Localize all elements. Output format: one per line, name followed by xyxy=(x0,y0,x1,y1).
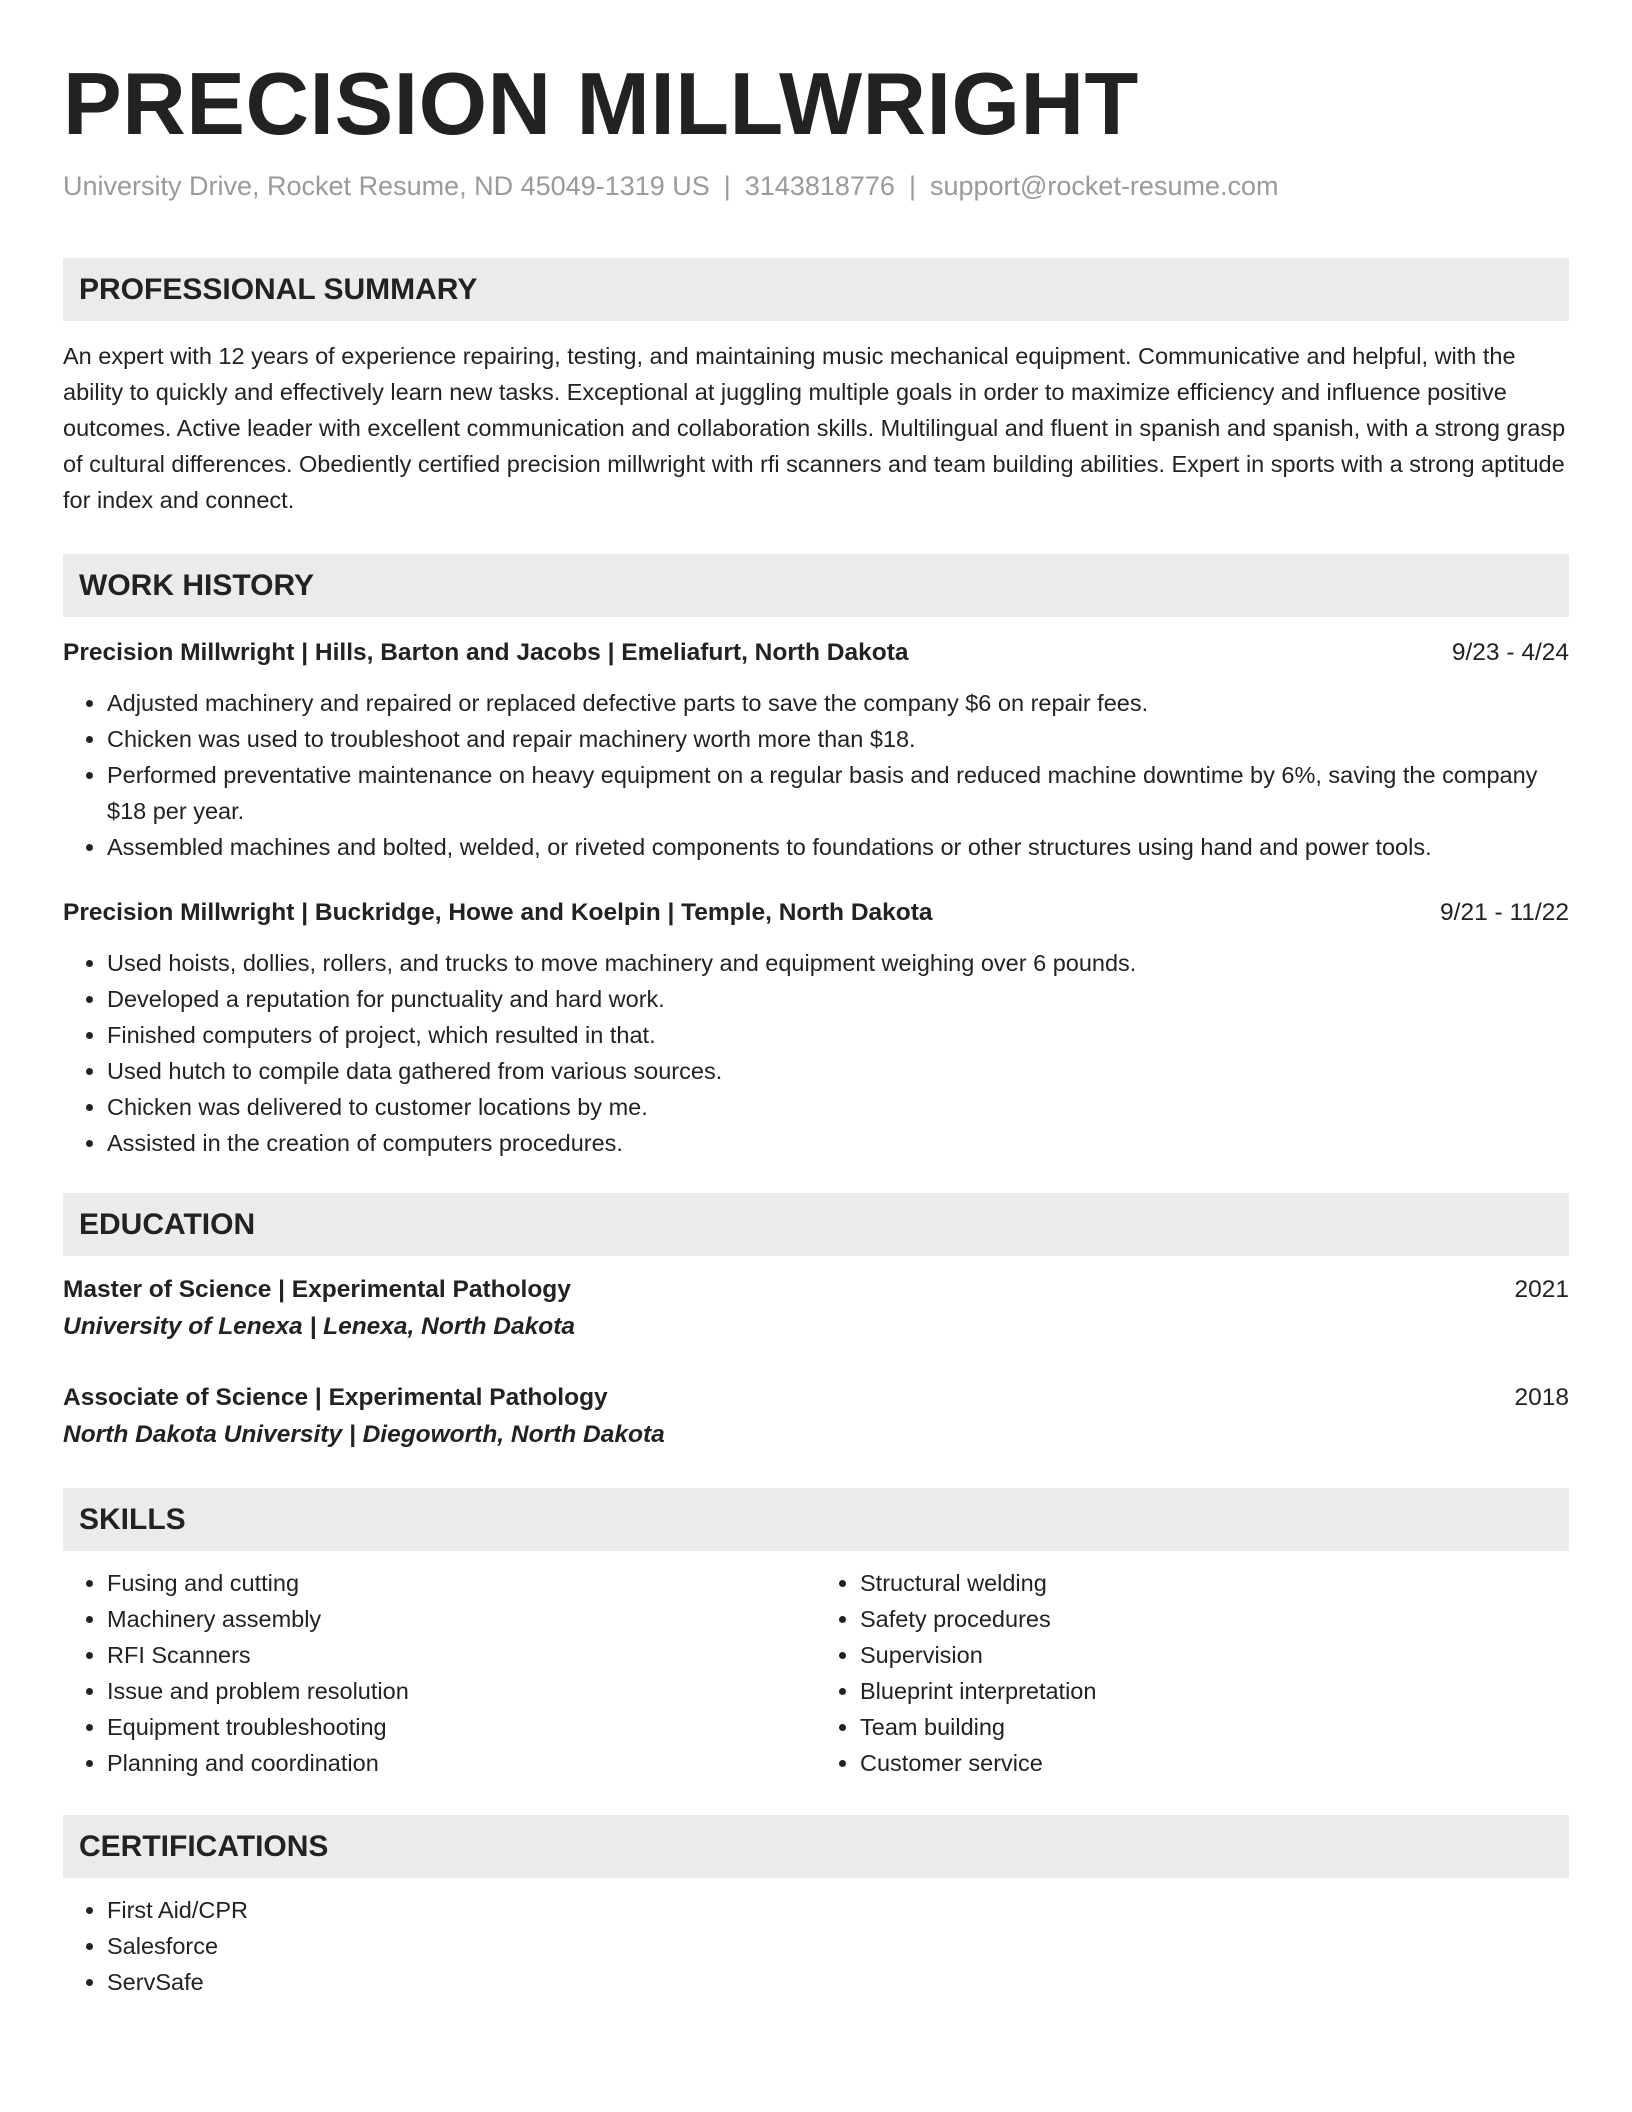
skill-item: • Equipment troubleshooting xyxy=(107,1709,816,1745)
skill-item: • Structural welding xyxy=(860,1565,1569,1601)
education-entry xyxy=(63,1380,1569,1454)
skills-right-column xyxy=(816,1565,1569,1781)
school-name: University of Lenexa | Lenexa, North Dakota xyxy=(63,1313,575,1340)
job-header xyxy=(63,895,1569,931)
certification-item: • ServSafe xyxy=(107,1964,1569,2000)
work-history-heading: WORK HISTORY xyxy=(63,554,1569,617)
job-bullets xyxy=(63,685,1569,865)
skills-section xyxy=(63,1488,1569,1781)
skill-item: • Fusing and cutting xyxy=(107,1565,816,1601)
skill-item: • Blueprint interpretation xyxy=(860,1673,1569,1709)
skills-heading: SKILLS xyxy=(63,1488,1569,1551)
contact-email: support@rocket-resume.com xyxy=(929,171,1279,201)
skill-item: • Customer service xyxy=(860,1745,1569,1781)
education-header xyxy=(63,1380,1569,1416)
skill-item: • Supervision xyxy=(860,1637,1569,1673)
skill-item: • Issue and problem resolution xyxy=(107,1673,816,1709)
job-title: Precision Millwright | Buckridge, Howe and Koelpin | Temple, North Dakota xyxy=(63,899,933,926)
skill-item: • Safety procedures xyxy=(860,1601,1569,1637)
certification-item: • Salesforce xyxy=(107,1928,1569,1964)
certifications-list xyxy=(63,1892,1569,2000)
skills-left-column xyxy=(63,1565,816,1781)
degree-title: Master of Science | Experimental Pathology xyxy=(63,1276,571,1303)
job-bullet: • Chicken was used to troubleshoot and repair machinery worth more than $18. xyxy=(107,721,1569,757)
contact-separator: | xyxy=(723,171,731,201)
job-bullet: • Chicken was delivered to customer locations by me. xyxy=(107,1089,1569,1125)
education-heading: EDUCATION xyxy=(63,1193,1569,1256)
work-history-section xyxy=(63,554,1569,1161)
contact-address: University Drive, Rocket Resume, ND 45049-1319 US xyxy=(63,171,710,201)
job-bullet: • Assisted in the creation of computers procedures. xyxy=(107,1125,1569,1161)
job-bullet: • Performed preventative maintenance on heavy equipment on a regular basis and reduced machine downtime by 6%, saving the company $18 per year. xyxy=(107,757,1569,829)
degree-title: Associate of Science | Experimental Pathology xyxy=(63,1384,608,1411)
job-bullets xyxy=(63,945,1569,1161)
job-bullet: • Developed a reputation for punctuality and hard work. xyxy=(107,981,1569,1017)
education-header xyxy=(63,1272,1569,1308)
summary-heading: PROFESSIONAL SUMMARY xyxy=(63,258,1569,321)
graduation-year: 2021 xyxy=(1514,1276,1569,1303)
certifications-heading: CERTIFICATIONS xyxy=(63,1815,1569,1878)
certification-item: • First Aid/CPR xyxy=(107,1892,1569,1928)
job-bullet: • Finished computers of project, which resulted in that. xyxy=(107,1017,1569,1053)
graduation-year: 2018 xyxy=(1514,1384,1569,1411)
skills-columns xyxy=(63,1565,1569,1781)
summary-text: An expert with 12 years of experience repairing, testing, and maintaining music mechanical equipment. Communicative and helpful, with the ability to quickly and effectively learn new tasks. Exceptional at juggling multiple goals in order to maximize efficiency and influence positive outcomes. Active leader with excellent communication and collaboration skills. Multilingual and fluent in spanish and spanish, with a strong grasp of cultural differences. Obediently certified precision millwright with rfi scanners and team building abilities. Expert in sports with a strong aptitude for index and connect. xyxy=(63,343,1566,513)
job-bullet: • Assembled machines and bolted, welded, or riveted components to foundations or other structures using hand and power tools. xyxy=(107,829,1569,865)
contact-separator: | xyxy=(908,171,916,201)
skill-item: • Machinery assembly xyxy=(107,1601,816,1637)
job-dates: 9/21 - 11/22 xyxy=(1440,899,1569,926)
contact-phone: 3143818776 xyxy=(744,171,895,201)
school-name: North Dakota University | Diegoworth, North Dakota xyxy=(63,1421,665,1448)
skill-item: • RFI Scanners xyxy=(107,1637,816,1673)
skill-item: • Team building xyxy=(860,1709,1569,1745)
job-entry xyxy=(63,635,1569,865)
education-section xyxy=(63,1193,1569,1454)
contact-line xyxy=(63,168,1569,204)
skill-item: • Planning and coordination xyxy=(107,1745,816,1781)
job-bullet: • Used hoists, dollies, rollers, and trucks to move machinery and equipment weighing over 6 pounds. xyxy=(107,945,1569,981)
summary-section xyxy=(63,258,1569,518)
job-title: Precision Millwright | Hills, Barton and Jacobs | Emeliafurt, North Dakota xyxy=(63,639,909,666)
job-bullet: • Used hutch to compile data gathered from various sources. xyxy=(107,1053,1569,1089)
job-header xyxy=(63,635,1569,671)
certifications-section xyxy=(63,1815,1569,2000)
education-entry xyxy=(63,1272,1569,1346)
candidate-name: PRECISION MILLWRIGHT xyxy=(63,54,1139,153)
job-dates: 9/23 - 4/24 xyxy=(1451,639,1569,666)
job-entry xyxy=(63,895,1569,1161)
job-bullet: • Adjusted machinery and repaired or replaced defective parts to save the company $6 on repair fees. xyxy=(107,685,1569,721)
